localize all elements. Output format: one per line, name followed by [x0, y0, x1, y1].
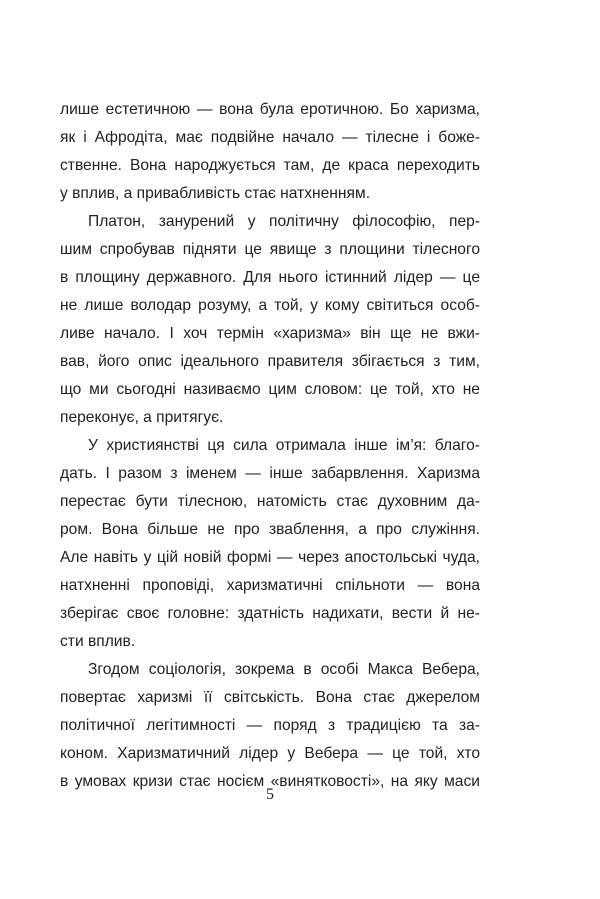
text-line: що ми сьогодні називаємо цим словом: це той, хто не — [60, 381, 480, 398]
text-line: вав, його опис ідеального правителя збігається з тим, — [60, 353, 480, 370]
paragraph — [60, 208, 480, 432]
text-line: сти вплив. — [60, 633, 136, 650]
text-line: коном. Харизматичний лідер у Вебера — це той, хто — [60, 745, 480, 762]
text-line: перестає бути тілесною, натомість стає духовним да- — [60, 493, 480, 510]
text-line: в умовах кризи стає носієм «винятковості», на яку маси — [60, 773, 480, 790]
text-line: не лише володар розуму, а той, у кому світиться особ- — [60, 297, 480, 314]
text-line: Згодом соціологія, зокрема в особі Макса Вебера, — [88, 661, 480, 678]
text-line: ливе начало. І хоч термін «харизма» він ще не вжи- — [60, 325, 480, 342]
text-line: натхненні проповіді, харизматичні спільноти — вона — [60, 577, 480, 594]
paragraph — [60, 656, 480, 796]
text-line: дать. І разом з іменем — інше забарвлення. Харизма — [60, 465, 480, 482]
text-line: Платон, занурений у політичну філософію, пер- — [88, 213, 480, 230]
text-line: Але навіть у цій новій формі — через апостольські чуда, — [60, 549, 480, 566]
text-line: переконує, а притягує. — [60, 409, 224, 426]
text-line: політичної легітимності — поряд з традицією та за- — [60, 717, 480, 734]
text-line: у вплив, а привабливість стає натхненням. — [60, 185, 371, 202]
text-line: зберігає своє головне: здатність надихати, вести й не- — [60, 605, 480, 622]
paragraph — [60, 96, 480, 208]
text-line: ственне. Вона народжується там, де краса переходить — [60, 157, 480, 174]
text-line: повертає харизмі її світськість. Вона стає джерелом — [60, 689, 480, 706]
page-body-text — [60, 96, 480, 796]
text-line: лише естетичною — вона була еротичною. Бо харизма, — [60, 101, 480, 118]
text-line: ром. Вона більше не про зваблення, а про служіння. — [60, 521, 480, 538]
text-line: У християнстві ця сила отримала інше ім’я: благо- — [88, 437, 480, 454]
text-line: в площину державного. Для нього істинний лідер — це — [60, 269, 480, 286]
text-line: шим спробував підняти це явище з площини тілесного — [60, 241, 480, 258]
paragraph — [60, 432, 480, 656]
text-line: як і Афродіта, має подвійне начало — тілесне і боже- — [60, 129, 480, 146]
page-number: 5 — [266, 786, 274, 803]
